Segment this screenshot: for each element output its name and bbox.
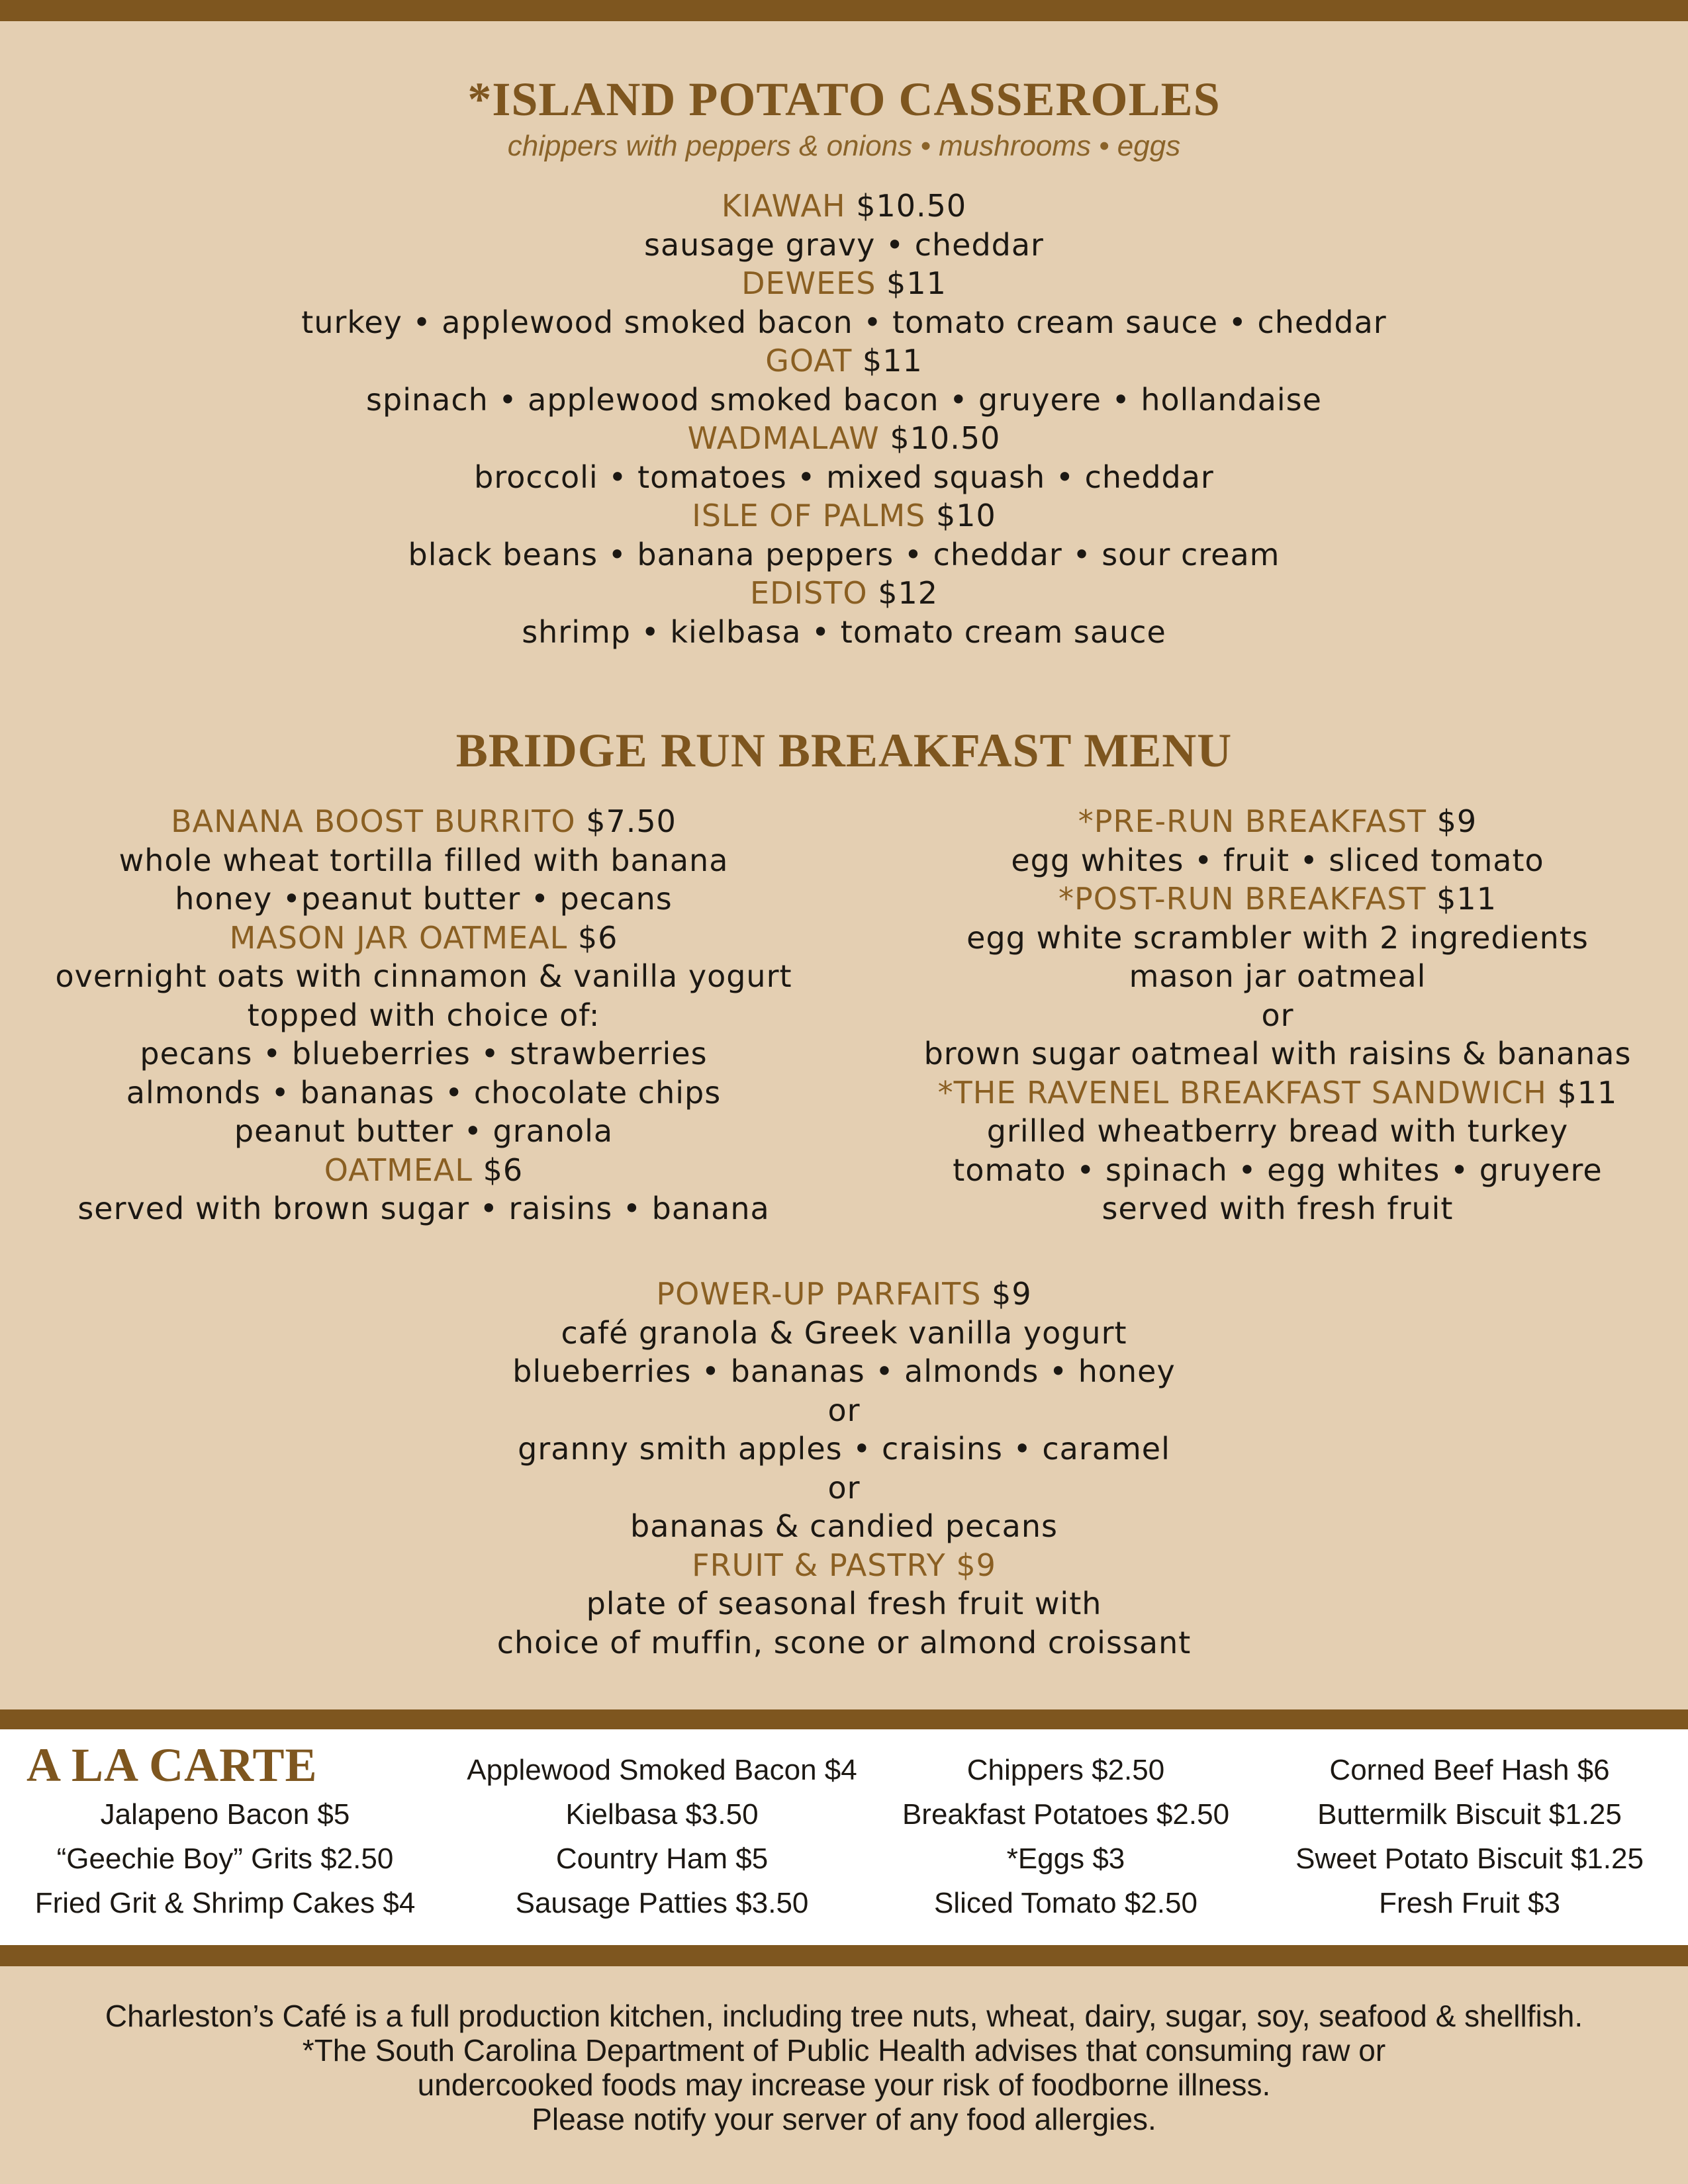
menu-item-price: $10.50 [890, 420, 1001, 456]
bridge-run-title: BRIDGE RUN BREAKFAST MENU [455, 724, 1233, 777]
menu-item-name: ISLE OF PALMS [692, 498, 926, 533]
notice-line: Please notify your server of any food allergies. [532, 2102, 1156, 2136]
menu-item-description: pecans • blueberries • strawberries [140, 1036, 708, 1071]
casseroles-list [0, 187, 1688, 651]
menu-item-price: $12 [878, 575, 938, 611]
menu-item-price: $6 [577, 919, 618, 956]
a-la-carte-column-3 [887, 1748, 1244, 1925]
menu-item-name: KIAWAH [721, 188, 846, 224]
a-la-carte-item: *Eggs $3 [1006, 1843, 1125, 1875]
menu-item-description: egg whites • fruit • sliced tomato [1011, 842, 1544, 878]
menu-item-description: or [1261, 997, 1294, 1033]
menu-item-price: $11 [1557, 1074, 1618, 1111]
menu-item-heading [0, 187, 1688, 226]
menu-item-heading [880, 802, 1675, 841]
a-la-carte-bottom-bar [0, 1945, 1688, 1966]
menu-item-heading [0, 419, 1688, 458]
top-border-bar [0, 0, 1688, 21]
menu-item-description: served with brown sugar • raisins • banana [77, 1191, 770, 1226]
menu-item-description: bananas & candied pecans [630, 1508, 1058, 1544]
a-la-carte-item: Sweet Potato Biscuit $1.25 [1295, 1843, 1644, 1875]
a-la-carte-item: Kielbasa $3.50 [565, 1798, 759, 1831]
menu-item-description: sausage gravy • cheddar [644, 226, 1044, 263]
menu-item-description: choice of muffin, scone or almond croissant [496, 1624, 1192, 1661]
a-la-carte-column-4 [1258, 1748, 1681, 1925]
menu-item-description: grilled wheatberry bread with turkey [986, 1113, 1569, 1149]
menu-item-description: mason jar oatmeal [1129, 958, 1427, 994]
menu-item-description: tomato • spinach • egg whites • gruyere [953, 1152, 1603, 1188]
menu-item-heading [0, 496, 1688, 535]
menu-item-description: egg white scrambler with 2 ingredients [966, 919, 1589, 956]
a-la-carte-item: Country Ham $5 [555, 1843, 769, 1875]
a-la-carte-top-bar [0, 1709, 1688, 1729]
menu-item-description: honey •peanut butter • pecans [175, 881, 673, 917]
bridge-run-right-column [880, 802, 1675, 1228]
menu-item-heading [880, 1073, 1675, 1113]
a-la-carte-item: Breakfast Potatoes $2.50 [902, 1798, 1230, 1831]
menu-item-heading [0, 1546, 1688, 1585]
a-la-carte-item: Buttermilk Biscuit $1.25 [1317, 1798, 1622, 1831]
menu-item-name: MASON JAR OATMEAL [229, 919, 568, 956]
menu-item-name: FRUIT & PASTRY $9 [692, 1547, 996, 1583]
menu-item-heading [40, 802, 808, 841]
menu-item-description: broccoli • tomatoes • mixed squash • cheddar [474, 459, 1214, 495]
menu-item-name: *PRE-RUN BREAKFAST [1078, 803, 1427, 839]
menu-item-description: or [827, 1392, 861, 1428]
menu-item-description: granny smith apples • craisins • caramel [518, 1431, 1170, 1467]
notice-line: Charleston’s Café is a full production kitchen, including tree nuts, wheat, dairy, sugar, soy, seafood & shellfish. [105, 1999, 1583, 2033]
menu-item-name: BANANA BOOST BURRITO [171, 803, 576, 839]
a-la-carte-item: Jalapeno Bacon $5 [100, 1798, 350, 1831]
menu-item-description: overnight oats with cinnamon & vanilla yogurt [55, 958, 792, 994]
notice-line: *The South Carolina Department of Public Health advises that consuming raw or [302, 2033, 1386, 2068]
menu-item-heading [0, 1275, 1688, 1314]
casseroles-section [0, 71, 1688, 651]
menu-item-price: $11 [886, 265, 947, 301]
menu-item-price: $11 [862, 343, 923, 379]
notice-line: undercooked foods may increase your risk of foodborne illness. [417, 2068, 1271, 2102]
casseroles-subtitle: chippers with peppers & onions • mushrooms • eggs [507, 130, 1181, 162]
menu-item-description: whole wheat tortilla filled with banana [118, 842, 729, 878]
menu-item-description: blueberries • bananas • almonds • honey [512, 1353, 1176, 1389]
menu-item-description: brown sugar oatmeal with raisins & bananas [923, 1036, 1632, 1071]
menu-item-heading [880, 880, 1675, 919]
a-la-carte-item: Chippers $2.50 [966, 1754, 1165, 1786]
a-la-carte-item: Corned Beef Hash $6 [1329, 1754, 1610, 1786]
menu-item-price: $10 [935, 498, 996, 533]
allergy-notice [0, 1999, 1688, 2136]
menu-item-price: $6 [483, 1152, 524, 1188]
menu-item-description: plate of seasonal fresh fruit with [586, 1586, 1102, 1621]
bridge-run-left-column [40, 802, 808, 1228]
menu-item-description: shrimp • kielbasa • tomato cream sauce [522, 614, 1166, 650]
casseroles-title: *ISLAND POTATO CASSEROLES [467, 73, 1221, 126]
a-la-carte-item: Fried Grit & Shrimp Cakes $4 [34, 1887, 416, 1919]
a-la-carte-item: “Geechie Boy” Grits $2.50 [56, 1843, 394, 1875]
menu-item-heading [0, 341, 1688, 381]
a-la-carte-item: Sliced Tomato $2.50 [934, 1887, 1197, 1919]
menu-item-description: almonds • bananas • chocolate chips [126, 1074, 722, 1111]
bridge-run-center-block [0, 1275, 1688, 1662]
menu-item-price: $7.50 [586, 803, 677, 839]
menu-item-heading [40, 1151, 808, 1190]
menu-item-description: black beans • banana peppers • cheddar • sour cream [408, 536, 1280, 572]
menu-item-description: topped with choice of: [247, 997, 600, 1033]
a-la-carte-column-1 [0, 1792, 450, 1925]
a-la-carte-item: Fresh Fruit $3 [1379, 1887, 1560, 1919]
menu-item-heading [0, 264, 1688, 303]
menu-item-description: spinach • applewood smoked bacon • gruyere • hollandaise [366, 381, 1322, 418]
menu-item-description: turkey • applewood smoked bacon • tomato cream sauce • cheddar [301, 304, 1387, 340]
menu-item-price: $9 [992, 1276, 1032, 1312]
menu-item-price: $11 [1436, 881, 1497, 917]
menu-item-name: *POST-RUN BREAKFAST [1058, 881, 1427, 917]
menu-item-description: café granola & Greek vanilla yogurt [561, 1314, 1127, 1351]
a-la-carte-item: Applewood Smoked Bacon $4 [467, 1754, 857, 1786]
menu-item-price: $10.50 [856, 188, 967, 224]
menu-item-name: *THE RAVENEL BREAKFAST SANDWICH [937, 1074, 1547, 1111]
menu-item-description: peanut butter • granola [234, 1113, 614, 1149]
bridge-run-header [0, 723, 1688, 778]
menu-item-name: OATMEAL [324, 1152, 473, 1188]
a-la-carte-item: Sausage Patties $3.50 [515, 1887, 809, 1919]
menu-item-description: served with fresh fruit [1102, 1191, 1454, 1226]
menu-item-name: POWER-UP PARFAITS [656, 1276, 982, 1312]
menu-item-name: GOAT [765, 343, 853, 379]
menu-item-name: DEWEES [741, 265, 876, 301]
menu-item-heading [40, 919, 808, 958]
menu-item-heading [0, 574, 1688, 613]
menu-item-name: EDISTO [750, 575, 868, 611]
a-la-carte-title: A LA CARTE [26, 1739, 318, 1792]
menu-item-description: or [827, 1469, 861, 1506]
menu-item-price: $9 [1436, 803, 1477, 839]
a-la-carte-column-2 [424, 1748, 900, 1925]
menu-item-name: WADMALAW [687, 420, 880, 456]
